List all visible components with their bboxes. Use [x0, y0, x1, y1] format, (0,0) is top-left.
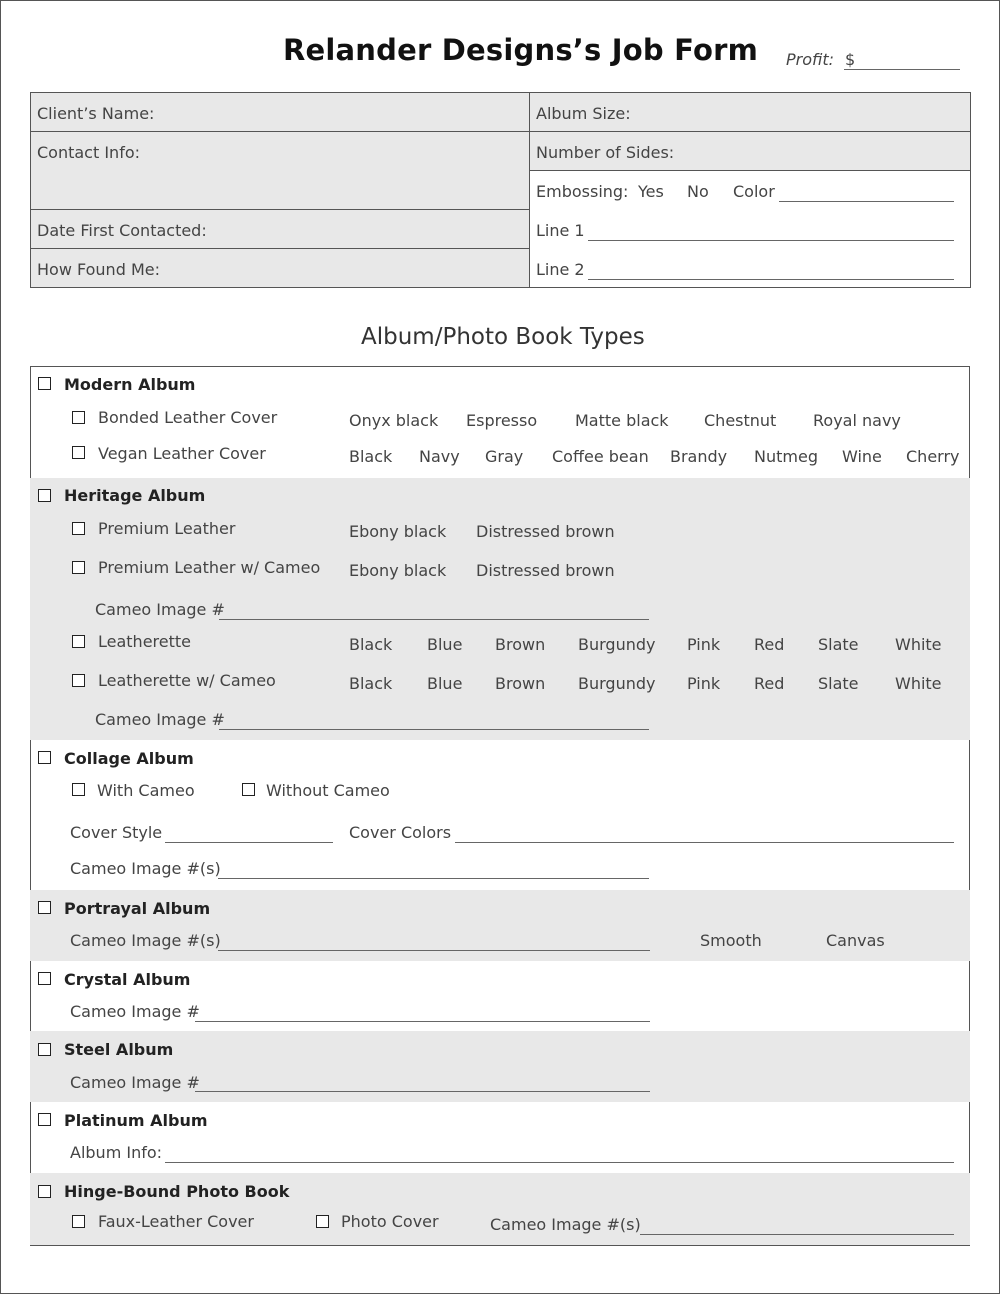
vegan-color-option[interactable]: Coffee bean — [552, 447, 649, 466]
vegan-leather-checkbox[interactable] — [72, 446, 85, 459]
embossing-color-label: Color — [733, 182, 775, 201]
steel-album-checkbox[interactable] — [38, 1043, 51, 1056]
profit-field[interactable] — [844, 69, 960, 70]
number-of-sides-label: Number of Sides: — [536, 143, 675, 162]
leatherette-color-option[interactable]: Black — [349, 635, 393, 654]
premium-cameo-image-field[interactable] — [219, 619, 649, 620]
faux-leather-checkbox[interactable] — [72, 1215, 85, 1228]
embossing-color-field[interactable] — [779, 201, 954, 202]
leatherette-cameo-color-option[interactable]: Slate — [818, 674, 859, 693]
crystal-album-checkbox[interactable] — [38, 972, 51, 985]
platinum-album-label: Platinum Album — [64, 1111, 208, 1130]
premium-cameo-image-label: Cameo Image # — [95, 600, 225, 619]
embossing-yes[interactable]: Yes — [638, 182, 664, 201]
leatherette-label: Leatherette — [98, 632, 191, 651]
leatherette-cameo-color-option[interactable]: Pink — [687, 674, 721, 693]
with-cameo-label: With Cameo — [97, 781, 195, 800]
hinge-cameo-images-label: Cameo Image #(s) — [490, 1215, 641, 1234]
line1-field[interactable] — [588, 240, 954, 241]
leatherette-color-option[interactable]: Blue — [427, 635, 463, 654]
portrayal-album-checkbox[interactable] — [38, 901, 51, 914]
photo-cover-label: Photo Cover — [341, 1212, 439, 1231]
platinum-album-checkbox[interactable] — [38, 1113, 51, 1126]
bonded-color-option[interactable]: Matte black — [575, 411, 669, 430]
bonded-color-option[interactable]: Onyx black — [349, 411, 439, 430]
heritage-album-checkbox[interactable] — [38, 489, 51, 502]
embossing-no[interactable]: No — [687, 182, 709, 201]
portrayal-canvas-option[interactable]: Canvas — [826, 931, 885, 950]
premium-color-option[interactable]: Distressed brown — [476, 522, 615, 541]
leatherette-color-option[interactable]: White — [895, 635, 942, 654]
client-name-label: Client’s Name: — [37, 104, 155, 123]
without-cameo-checkbox[interactable] — [242, 783, 255, 796]
steel-album-label: Steel Album — [64, 1040, 174, 1059]
form-title: Relander Designs’s Job Form — [283, 33, 759, 67]
bonded-color-option[interactable]: Espresso — [466, 411, 538, 430]
premium-color-option[interactable]: Ebony black — [349, 522, 447, 541]
premium-cameo-color-option[interactable]: Ebony black — [349, 561, 447, 580]
section-title: Album/Photo Book Types — [361, 324, 645, 350]
premium-cameo-color-option[interactable]: Distressed brown — [476, 561, 615, 580]
how-found-me-label: How Found Me: — [37, 260, 160, 279]
leatherette-cameo-checkbox[interactable] — [72, 674, 85, 687]
premium-leather-checkbox[interactable] — [72, 522, 85, 535]
collage-cameo-images-label: Cameo Image #(s) — [70, 859, 221, 878]
leatherette-cameo-image-field[interactable] — [219, 729, 649, 730]
crystal-cameo-image-field[interactable] — [195, 1021, 650, 1022]
crystal-cameo-image-label: Cameo Image # — [70, 1002, 200, 1021]
leatherette-color-option[interactable]: Slate — [818, 635, 859, 654]
leatherette-cameo-color-option[interactable]: Black — [349, 674, 393, 693]
vegan-color-option[interactable]: Cherry — [906, 447, 960, 466]
vegan-color-option[interactable]: Brandy — [670, 447, 728, 466]
leatherette-cameo-image-label: Cameo Image # — [95, 710, 225, 729]
leatherette-color-option[interactable]: Red — [754, 635, 785, 654]
portrayal-album-label: Portrayal Album — [64, 899, 211, 918]
contact-info-label: Contact Info: — [37, 143, 141, 162]
line2-label: Line 2 — [536, 260, 585, 279]
crystal-album-label: Crystal Album — [64, 970, 191, 989]
line2-field[interactable] — [588, 279, 954, 280]
cover-colors-field[interactable] — [455, 842, 954, 843]
faux-leather-label: Faux-Leather Cover — [98, 1212, 254, 1231]
collage-album-label: Collage Album — [64, 749, 194, 768]
collage-cameo-images-field[interactable] — [218, 878, 649, 879]
leatherette-cameo-color-option[interactable]: Burgundy — [578, 674, 656, 693]
vegan-leather-label: Vegan Leather Cover — [98, 444, 266, 463]
hinge-cameo-images-field[interactable] — [640, 1234, 954, 1235]
modern-album-label: Modern Album — [64, 375, 196, 394]
leatherette-cameo-color-option[interactable]: Red — [754, 674, 785, 693]
leatherette-cameo-label: Leatherette w/ Cameo — [98, 671, 276, 690]
cover-style-field[interactable] — [165, 842, 333, 843]
hinge-bound-checkbox[interactable] — [38, 1185, 51, 1198]
leatherette-color-option[interactable]: Brown — [495, 635, 546, 654]
vegan-color-option[interactable]: Nutmeg — [754, 447, 818, 466]
leatherette-cameo-color-option[interactable]: Blue — [427, 674, 463, 693]
without-cameo-label: Without Cameo — [266, 781, 390, 800]
cover-colors-label: Cover Colors — [349, 823, 452, 842]
steel-cameo-image-label: Cameo Image # — [70, 1073, 200, 1092]
vegan-color-option[interactable]: Black — [349, 447, 393, 466]
vegan-color-option[interactable]: Gray — [485, 447, 524, 466]
line1-label: Line 1 — [536, 221, 585, 240]
collage-album-checkbox[interactable] — [38, 751, 51, 764]
profit-currency: $ — [845, 50, 856, 69]
portrayal-cameo-images-field[interactable] — [218, 950, 650, 951]
vegan-color-option[interactable]: Navy — [419, 447, 460, 466]
hinge-bound-label: Hinge-Bound Photo Book — [64, 1182, 290, 1201]
leatherette-checkbox[interactable] — [72, 635, 85, 648]
photo-cover-checkbox[interactable] — [316, 1215, 329, 1228]
album-info-field[interactable] — [165, 1162, 954, 1163]
leatherette-color-option[interactable]: Burgundy — [578, 635, 656, 654]
premium-leather-cameo-checkbox[interactable] — [72, 561, 85, 574]
portrayal-cameo-images-label: Cameo Image #(s) — [70, 931, 221, 950]
modern-album-checkbox[interactable] — [38, 377, 51, 390]
leatherette-cameo-color-option[interactable]: Brown — [495, 674, 546, 693]
cover-style-label: Cover Style — [70, 823, 163, 842]
bonded-color-option[interactable]: Chestnut — [704, 411, 777, 430]
premium-leather-cameo-label: Premium Leather w/ Cameo — [98, 558, 321, 577]
leatherette-cameo-color-option[interactable]: White — [895, 674, 942, 693]
steel-cameo-image-field[interactable] — [195, 1091, 650, 1092]
album-info-label: Album Info: — [70, 1143, 163, 1162]
portrayal-smooth-option[interactable]: Smooth — [700, 931, 762, 950]
date-first-contacted-label: Date First Contacted: — [37, 221, 207, 240]
leatherette-color-option[interactable]: Pink — [687, 635, 721, 654]
premium-leather-label: Premium Leather — [98, 519, 236, 538]
bonded-leather-label: Bonded Leather Cover — [98, 408, 278, 427]
embossing-label: Embossing: — [536, 182, 629, 201]
profit-label: Profit: — [786, 50, 835, 69]
heritage-album-label: Heritage Album — [64, 486, 206, 505]
album-size-label: Album Size: — [536, 104, 631, 123]
bonded-color-option[interactable]: Royal navy — [813, 411, 901, 430]
vegan-color-option[interactable]: Wine — [842, 447, 882, 466]
bonded-leather-checkbox[interactable] — [72, 411, 85, 424]
with-cameo-checkbox[interactable] — [72, 783, 85, 796]
